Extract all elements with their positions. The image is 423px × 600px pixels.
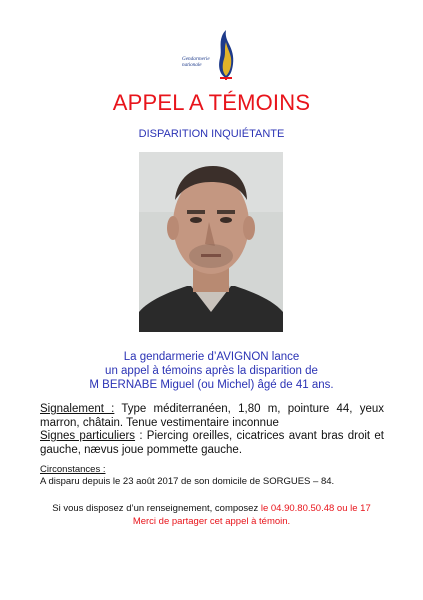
- share-message: Merci de partager cet appel à témoin.: [132, 516, 291, 527]
- signes-text: : Piercing oreilles, cicatrices avant bras droit et gauche, nævus joue pommette gauche.: [40, 430, 384, 456]
- signalement-text: Type méditerranéen, 1,80 m, pointure 44, yeux marron, châtain. Tenue vestimentaire inconnue: [40, 403, 384, 429]
- announcement-line2: un appel à témoins après la disparition de: [105, 365, 318, 377]
- contact-text: Si vous disposez d’un renseignement, composez: [52, 503, 261, 514]
- circumstances-label: Circonstances :: [40, 464, 106, 475]
- circumstances: [40, 464, 384, 488]
- description: [40, 403, 384, 457]
- gendarmerie-flame-icon: [216, 30, 236, 80]
- page-subtitle: DISPARITION INQUIÉTANTE: [138, 128, 285, 140]
- signalement-label: Signalement :: [40, 403, 115, 415]
- logo-text-line2: nationale: [182, 62, 202, 68]
- announcement-line1: La gendarmerie d’AVIGNON lance: [123, 351, 300, 363]
- announcement: [0, 350, 423, 392]
- contact-info: [0, 502, 423, 528]
- missing-person-photo: [139, 152, 283, 332]
- contact-phone: le 04.90.80.50.48 ou le 17: [260, 503, 371, 514]
- gendarmerie-logo: [182, 30, 242, 80]
- circumstances-text: A disparu depuis le 23 août 2017 de son domicile de SORGUES – 84.: [40, 476, 335, 487]
- portrait-icon: [139, 152, 283, 332]
- logo-text-line1: Gendarmerie: [182, 56, 210, 62]
- page-title: APPEL A TÉMOINS: [112, 90, 311, 115]
- announcement-line3: M BERNABE Miguel (ou Michel) âgé de 41 ans.: [89, 379, 334, 391]
- signes-label: Signes particuliers: [40, 430, 136, 442]
